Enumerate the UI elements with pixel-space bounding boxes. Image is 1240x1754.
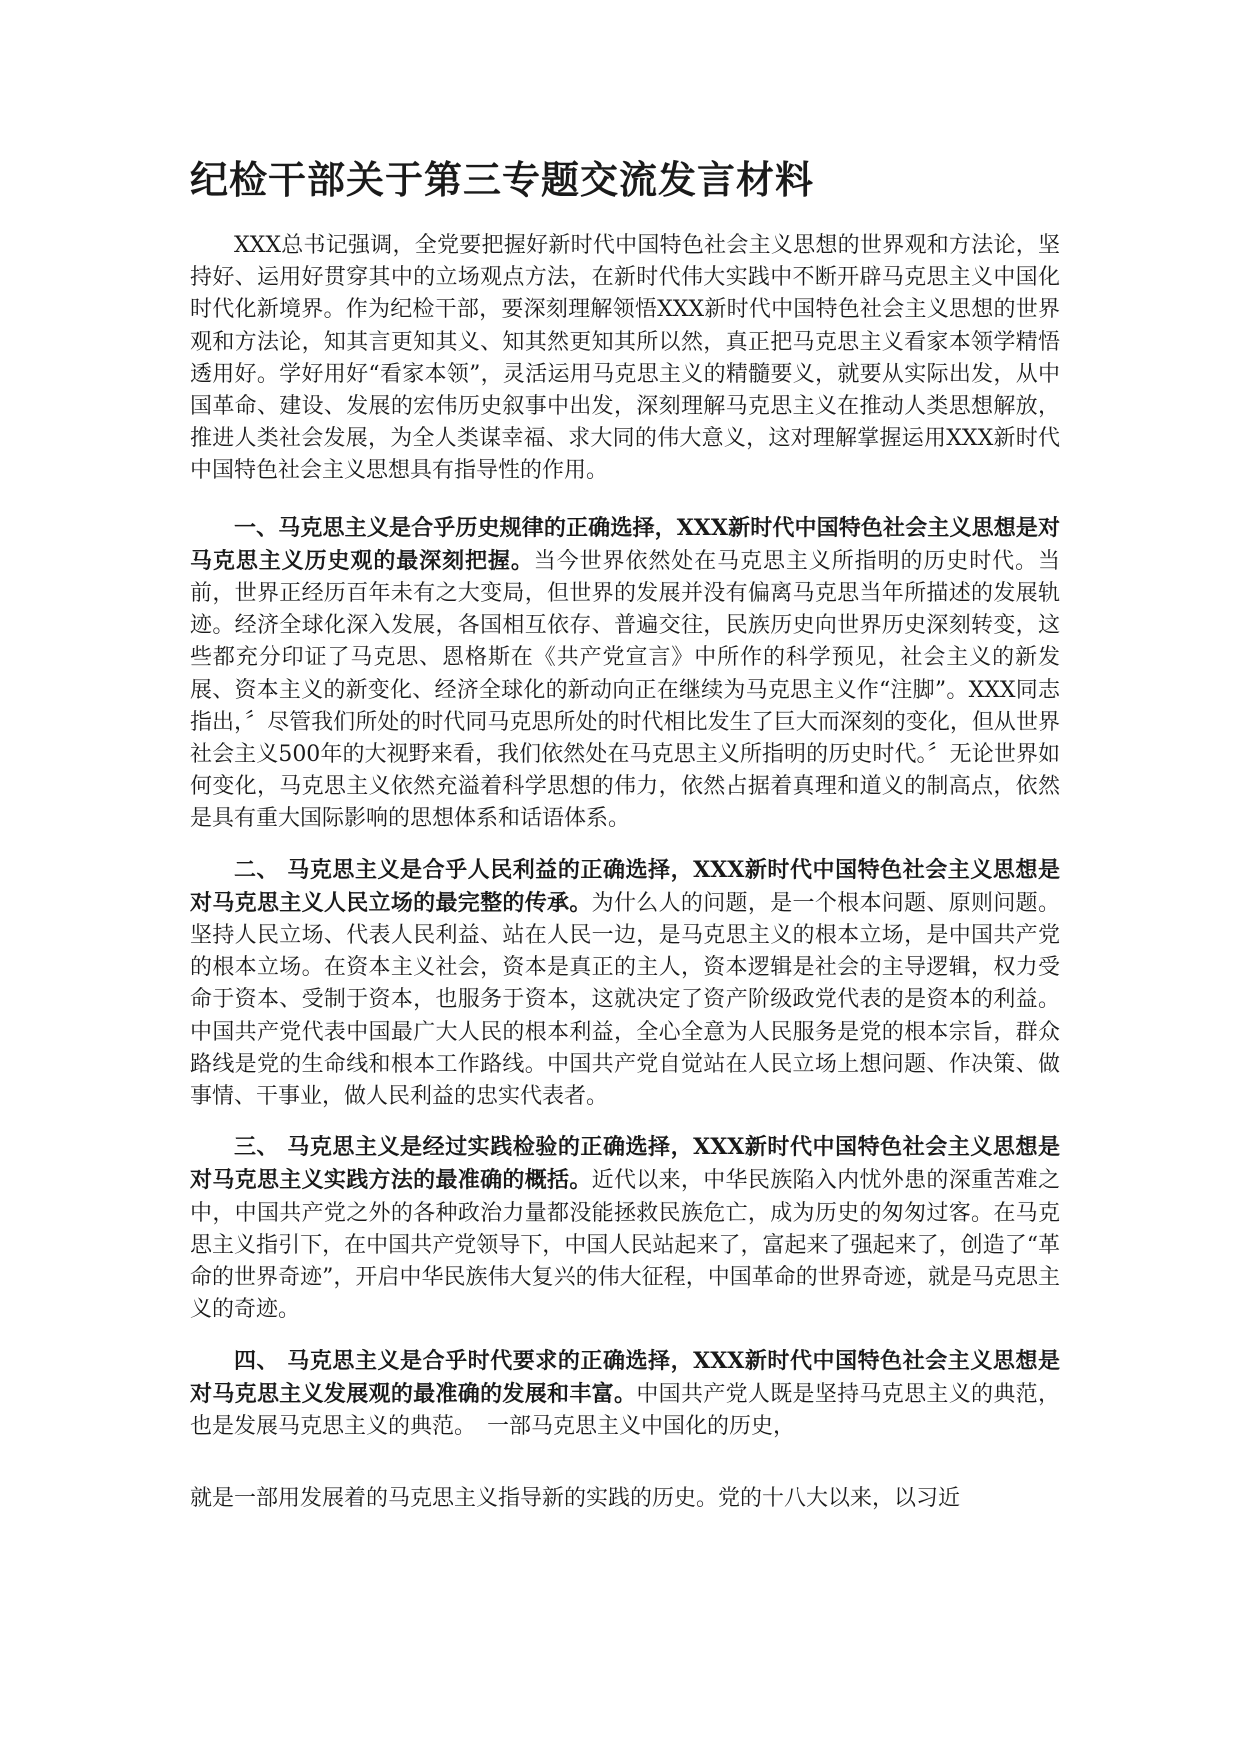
section-2-heading: 二、 马克思主义是合乎人民利益的正确选择，XXX新时代中国特色社会主义思想是对马克思主义人民立场的最完整的传承。 <box>190 856 1060 916</box>
document-page <box>190 150 1060 1515</box>
section-4-heading: 四、 马克思主义是合乎时代要求的正确选择，XXX新时代中国特色社会主义思想是对马克思主义发展观的最准确的发展和丰富。 <box>190 1347 1060 1407</box>
continuation-paragraph: 就是一部用发展着的马克思主义指导新的实践的历史。党的十八大以来，以习近 <box>190 1486 961 1512</box>
section-2-body: 为什么人的问题，是一个根本问题、原则问题。坚持人民立场、代表人民利益、站在人民一边，是马克思主义的根本立场，是中国共产党的根本立场。在资本主义社会，资本是真正的主人，资本逻辑是社会的主导逻辑，权力受命于资本、受制于资本，也服务于资本，这就决定了资产阶级政党代表的是资本的利益。中国共产党代表中国最广大人民的根本利益，全心全意为人民服务是党的根本宗旨，群众路线是党的生命线和根本工作路线。中国共产党自觉站在人民立场上想问题、作决策、做事情、干事业，做人民利益的忠实代表者。 <box>190 890 1060 1110</box>
document-title: 纪检干部关于第三专题交流发言材料 <box>190 158 815 202</box>
section-3 <box>190 1131 1060 1326</box>
section-1 <box>190 512 1060 836</box>
section-2 <box>190 854 1060 1114</box>
section-3-heading: 三、 马克思主义是经过实践检验的正确选择，XXX新时代中国特色社会主义思想是对马克思主义实践方法的最准确的概括。 <box>190 1134 1060 1194</box>
section-4-body: 中国共产党人既是坚持马克思主义的典范，也是发展马克思主义的典范。 一部马克思主义中国化的历史， <box>190 1381 1060 1439</box>
section-3-body: 近代以来，中华民族陷入内忧外患的深重苦难之中，中国共产党之外的各种政治力量都没能拯救民族危亡，成为历史的匆匆过客。在马克思主义指引下，在中国共产党领导下，中国人民站起来了，富起来了强起来了，创造了“革命的世界奇迹”，开启中华民族伟大复兴的伟大征程，中国革命的世界奇迹，就是马克思主义的奇迹。 <box>190 1168 1060 1323</box>
section-1-heading: 一、马克思主义是合乎历史规律的正确选择，XXX新时代中国特色社会主义思想是对马克思主义历史观的最深刻把握。 <box>190 514 1060 574</box>
section-4 <box>190 1345 1060 1444</box>
section-1-body: 当今世界依然处在马克思主义所指明的历史时代。当前，世界正经历百年未有之大变局，但世界的发展并没有偏离马克思当年所描述的发展轨迹。经济全球化深入发展，各国相互依存、普遍交往，民族历史向世界历史深刻转变，这些都充分印证了马克思、恩格斯在《共产党宣言》中所作的科学预见，社会主义的新发展、资本主义的新变化、经济全球化的新动向正在继续为马克思主义作“注脚”。XXX同志指出，〞尽管我们所处的时代同马克思所处的时代相比发生了巨大而深刻的变化，但从世界社会主义500年的大视野来看，我们依然处在马克思主义所指明的历史时代。〞无论世界如何变化，马克思主义依然充溢着科学思想的伟力，依然占据着真理和道义的制高点，依然是具有重大国际影响的思想体系和话语体系。 <box>190 548 1060 832</box>
intro-paragraph: XXX总书记强调，全党要把握好新时代中国特色社会主义思想的世界观和方法论，坚持好、运用好贯穿其中的立场观点方法，在新时代伟大实践中不断开辟马克思主义中国化时代化新境界。作为纪检干部，要深刻理解领悟XXX新时代中国特色社会主义思想的世界观和方法论，知其言更知其义、知其然更知其所以然，真正把马克思主义看家本领学精悟透用好。学好用好“看家本领”，灵活运用马克思主义的精髓要义，就要从实际出发，从中国革命、建设、发展的宏伟历史叙事中出发，深刻理解马克思主义在推动人类思想解放，推进人类社会发展，为全人类谋幸福、求大同的伟大意义，这对理解掌握运用XXX新时代中国特色社会主义思想具有指导性的作用。 <box>190 233 1060 484</box>
